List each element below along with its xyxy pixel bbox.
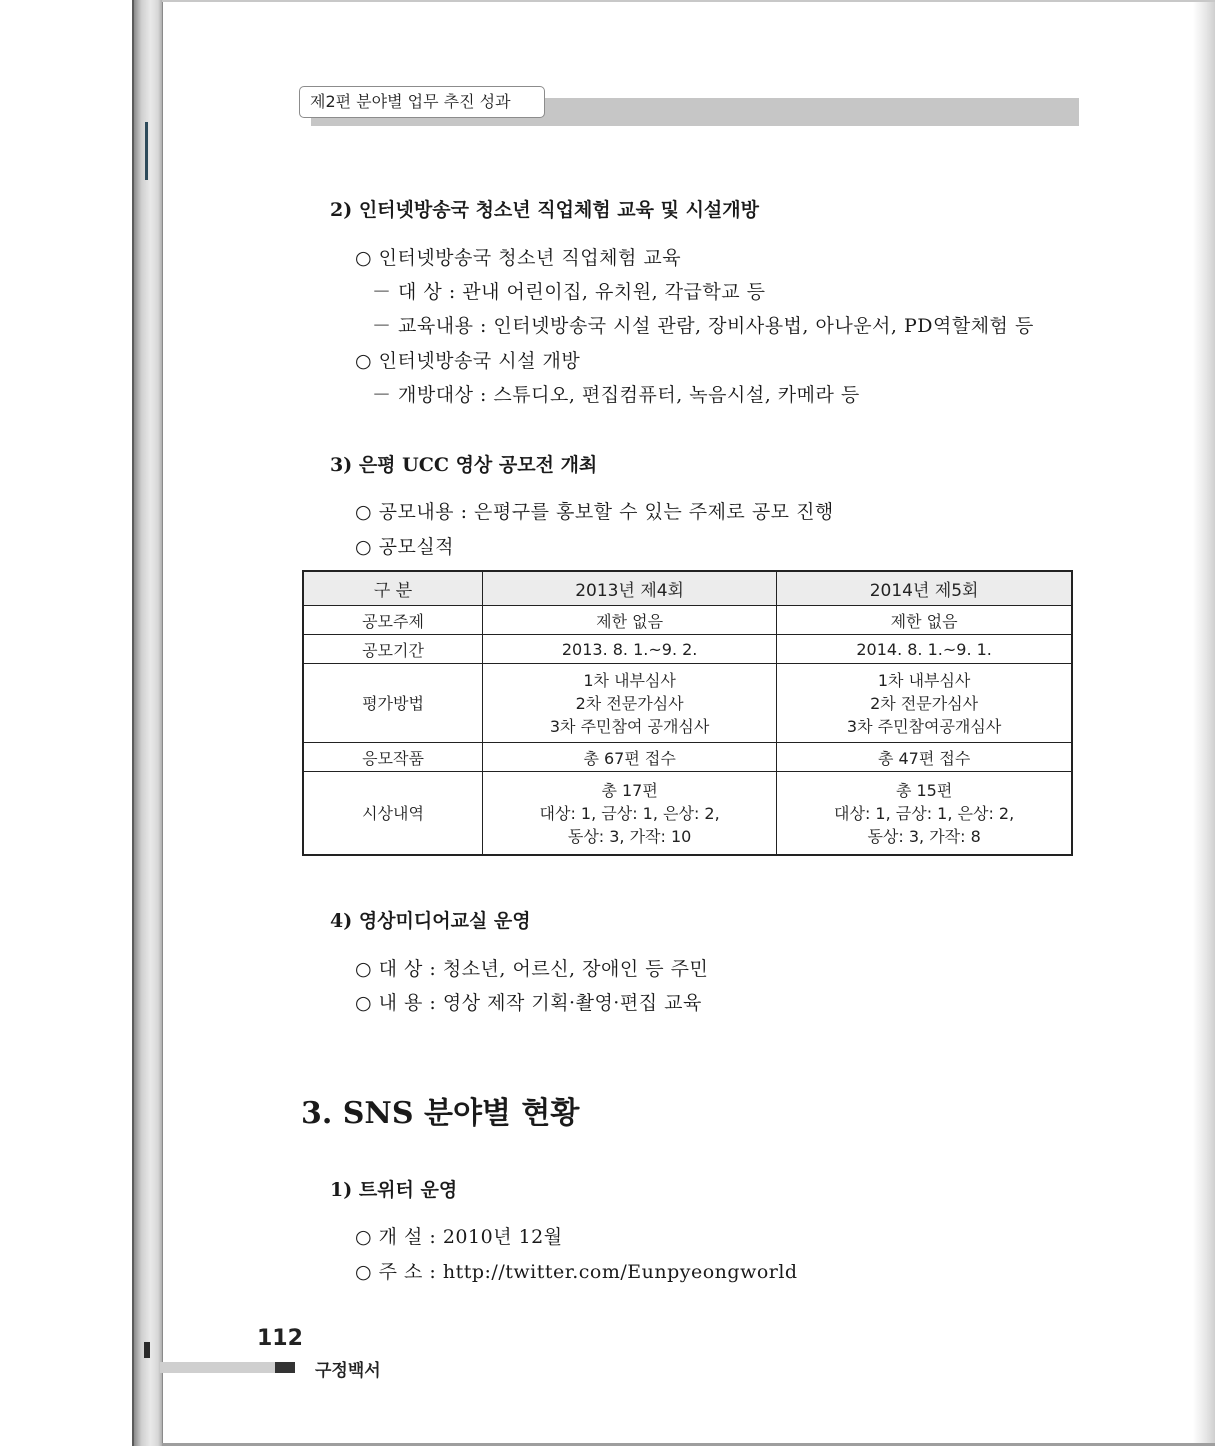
table-row <box>303 635 1072 664</box>
cell-line: 1차 내부심사 <box>877 670 971 690</box>
section-4-title: 4) 영상미디어교실 운영 <box>330 910 531 932</box>
row-label: 공모기간 <box>303 635 483 664</box>
table-cell <box>483 772 777 856</box>
table-header-row <box>303 571 1072 606</box>
section-3-line: ○ 공모내용 : 은평구를 홍보할 수 있는 주제로 공모 진행 <box>355 501 834 523</box>
chapter-title: 3. SNS 분야별 현황 <box>301 1096 580 1131</box>
table-header-cell: 2014년 제5회 <box>777 571 1072 606</box>
cell-line: 대상: 1, 금상: 1, 은상: 2, <box>834 803 1015 823</box>
cell-line: 총 17편 <box>601 780 658 800</box>
page-top-edge <box>162 0 1215 2</box>
table-cell: 2014. 8. 1.~9. 1. <box>777 635 1072 664</box>
section-2-line: － 교육내용 : 인터넷방송국 시설 관람, 장비사용법, 아나운서, PD역할체험 등 <box>372 315 1034 337</box>
section-2-title: 2) 인터넷방송국 청소년 직업체험 교육 및 시설개방 <box>330 199 759 221</box>
cell-line: 2차 전문가심사 <box>575 693 684 713</box>
section-2-line: ○ 인터넷방송국 청소년 직업체험 교육 <box>355 247 682 269</box>
section-3-line: ○ 공모실적 <box>355 536 455 558</box>
page-edge-shadow <box>1193 0 1215 1446</box>
table-cell: 총 67편 접수 <box>483 743 777 772</box>
footer-bar-accent <box>275 1362 295 1373</box>
twitter-section-title: 1) 트위터 운영 <box>330 1179 458 1201</box>
row-label: 평가방법 <box>303 664 483 743</box>
section-2-line: － 대 상 : 관내 어린이집, 유치원, 각급학교 등 <box>372 281 766 303</box>
twitter-line: ○ 개 설 : 2010년 12월 <box>355 1226 563 1248</box>
cell-line: 3차 주민참여공개심사 <box>846 716 1002 736</box>
cell-line: 3차 주민참여 공개심사 <box>549 716 710 736</box>
book-title: 구정백서 <box>315 1361 381 1381</box>
row-label: 시상내역 <box>303 772 483 856</box>
cell-line: 동상: 3, 가작: 10 <box>567 826 692 846</box>
cell-line: 1차 내부심사 <box>583 670 676 690</box>
section-2-line: ○ 인터넷방송국 시설 개방 <box>355 350 581 372</box>
cell-line: 동상: 3, 가작: 8 <box>867 826 981 846</box>
table-row <box>303 606 1072 635</box>
page-number: 112 <box>257 1326 303 1351</box>
section-4-line: ○ 대 상 : 청소년, 어르신, 장애인 등 주민 <box>355 958 709 980</box>
footer-bar <box>160 1362 275 1373</box>
table-header-cell: 구 분 <box>303 571 483 606</box>
table-cell <box>483 664 777 743</box>
table-cell: 총 47편 접수 <box>777 743 1072 772</box>
table-row <box>303 772 1072 856</box>
table-cell <box>777 664 1072 743</box>
header-tab: 제2편 분야별 업무 추진 성과 <box>299 86 545 118</box>
row-label: 공모주제 <box>303 606 483 635</box>
book-spine <box>132 0 164 1446</box>
section-2-line: － 개방대상 : 스튜디오, 편집컴퓨터, 녹음시설, 카메라 등 <box>372 384 860 406</box>
twitter-line: ○ 주 소 : http://twitter.com/Eunpyeongworld <box>355 1261 798 1283</box>
table-header-cell: 2013년 제4회 <box>483 571 777 606</box>
table-cell: 2013. 8. 1.~9. 2. <box>483 635 777 664</box>
cell-line: 총 15편 <box>895 780 953 800</box>
table-cell: 제한 없음 <box>483 606 777 635</box>
spine-marker-bottom <box>144 1342 150 1358</box>
spine-marker <box>145 122 148 180</box>
section-3-title: 3) 은평 UCC 영상 공모전 개최 <box>330 454 598 476</box>
cell-line: 대상: 1, 금상: 1, 은상: 2, <box>539 803 720 823</box>
cell-line: 2차 전문가심사 <box>870 693 979 713</box>
table-cell <box>777 772 1072 856</box>
section-4-line: ○ 내 용 : 영상 제작 기획·촬영·편집 교육 <box>355 992 702 1014</box>
table-row <box>303 743 1072 772</box>
table-row <box>303 664 1072 743</box>
row-label: 응모작품 <box>303 743 483 772</box>
table-cell: 제한 없음 <box>777 606 1072 635</box>
contest-results-table <box>302 570 1073 856</box>
